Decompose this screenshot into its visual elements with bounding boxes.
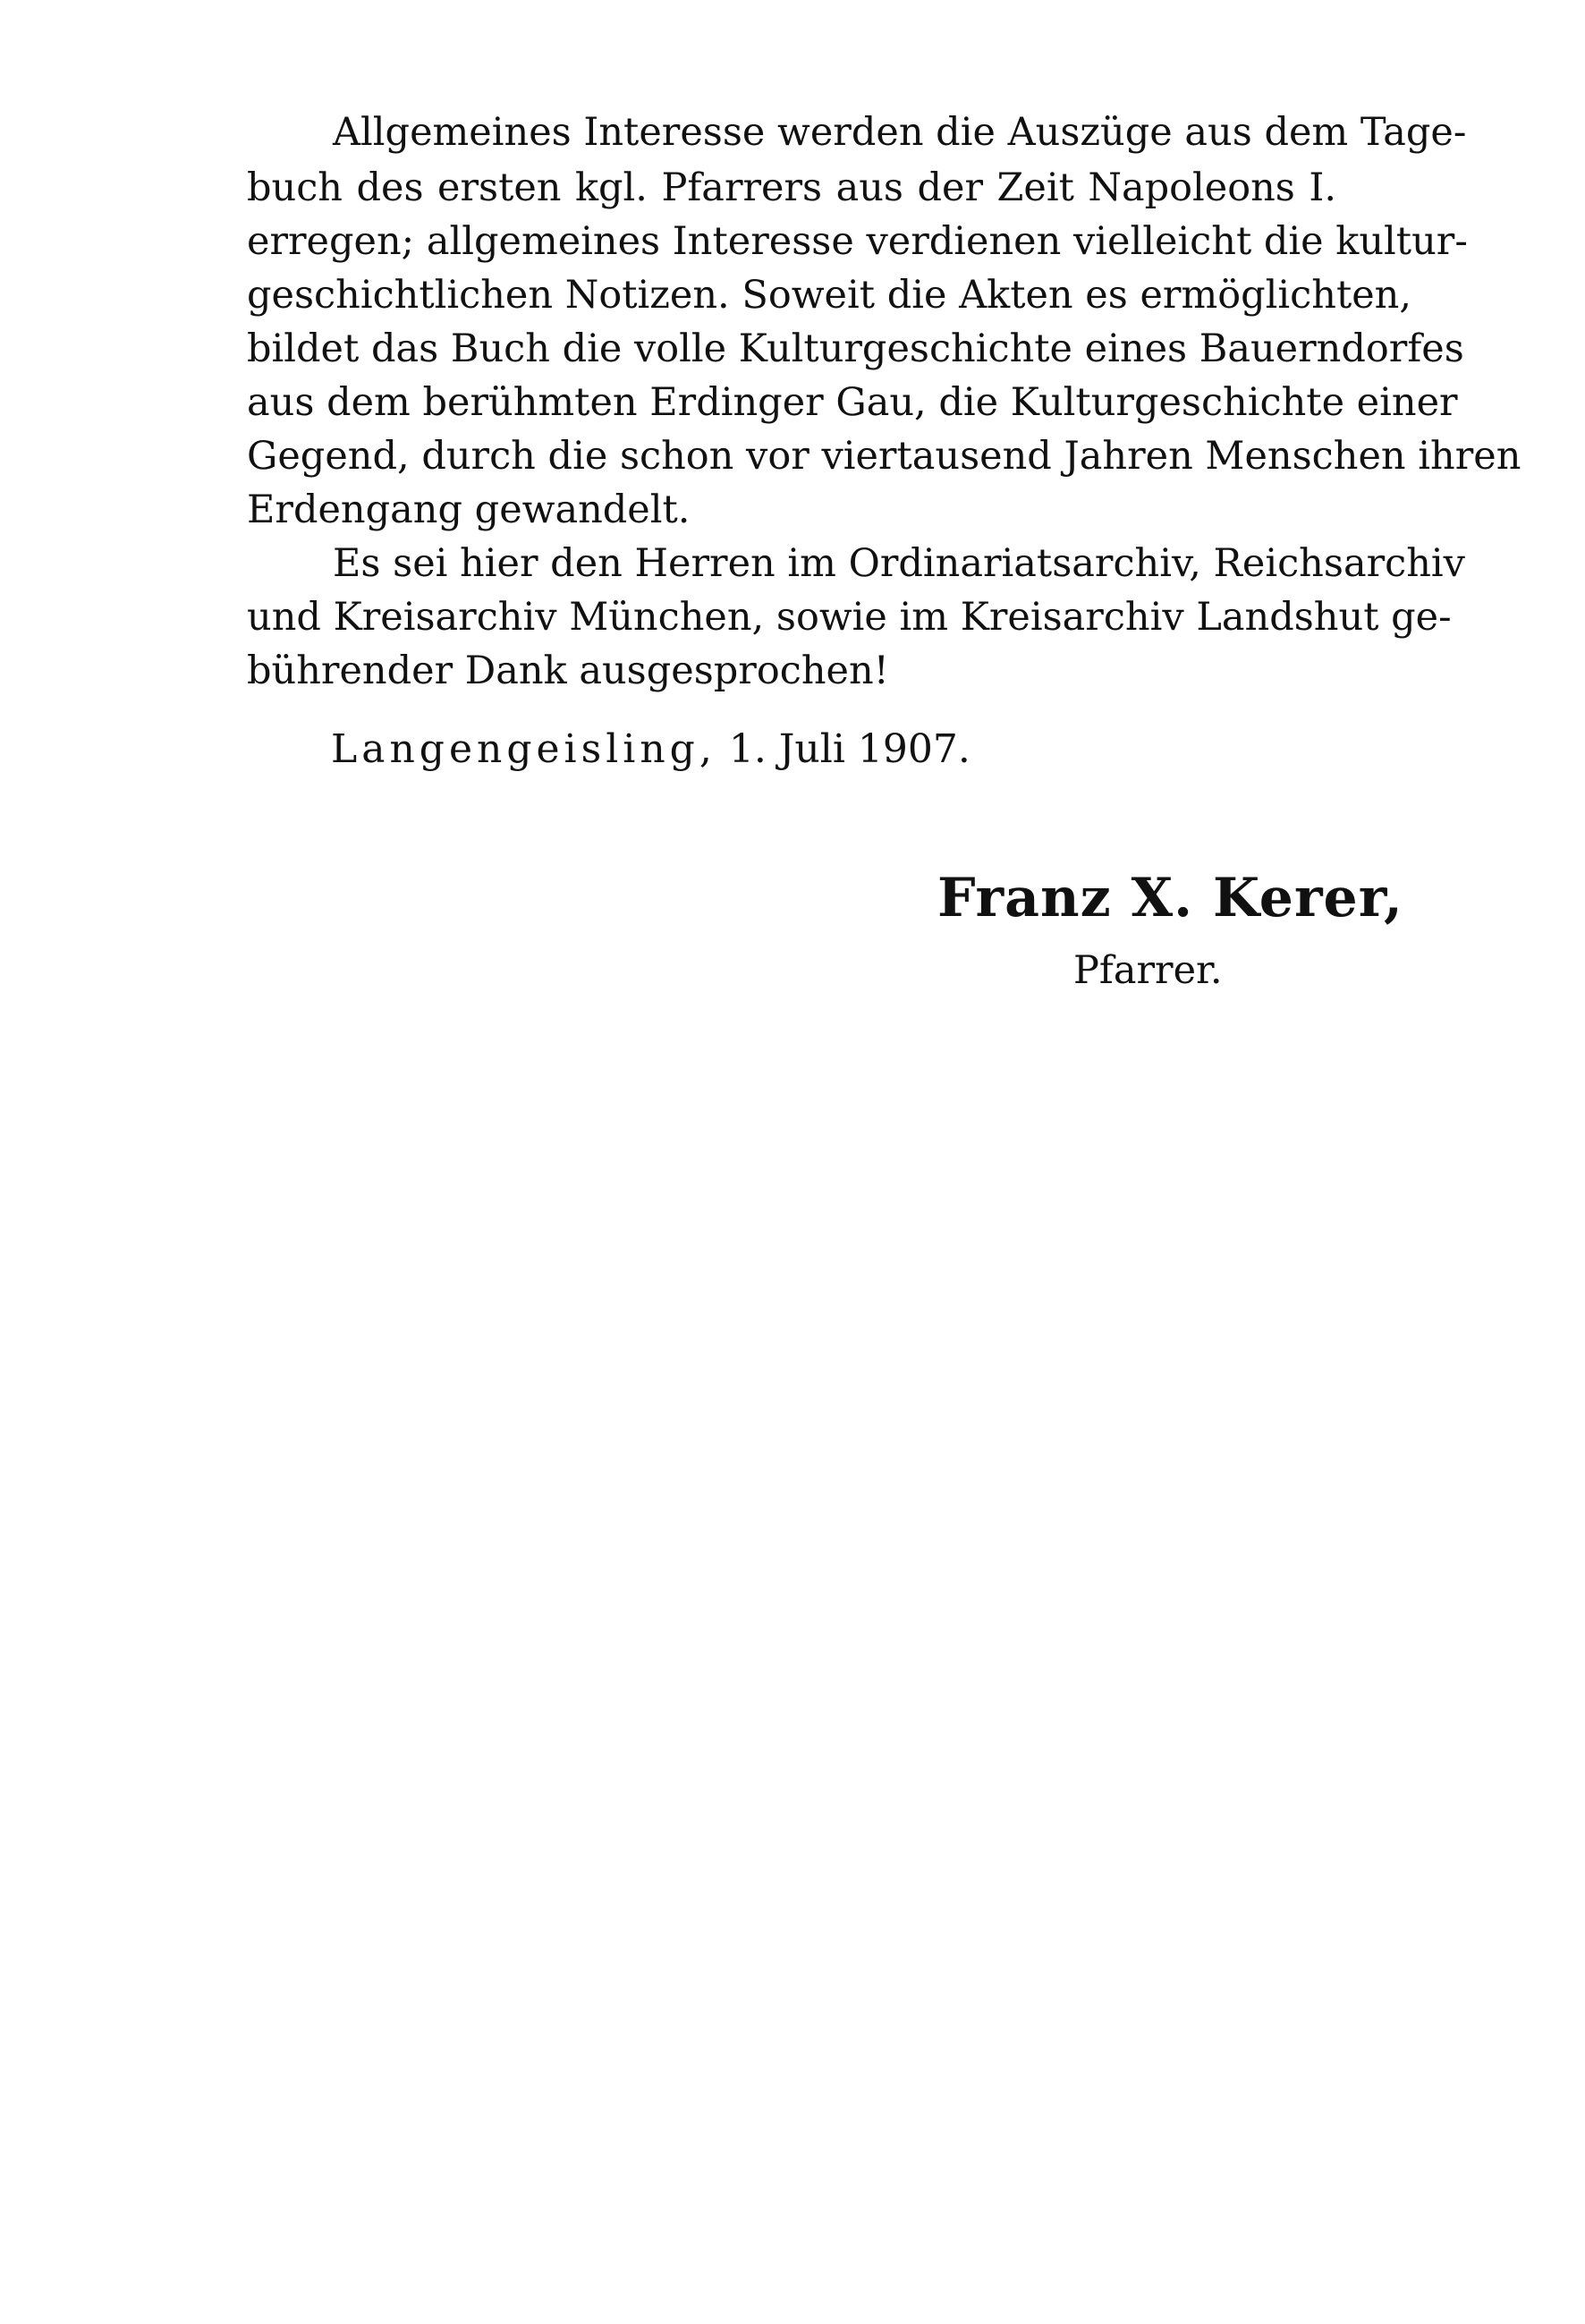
paragraph-1-line-5: bildet das Buch die volle Kulturgeschichte eines Bauerndorfes bbox=[247, 327, 1464, 371]
paragraph-2-line-2: und Kreisarchiv München, sowie im Kreisarchiv Landshut ge- bbox=[247, 595, 1452, 640]
paragraph-1-line-6: aus dem berühmten Erdinger Gau, die Kulturgeschichte einer bbox=[247, 380, 1458, 425]
paragraph-1-line-3: erregen; allgemeines Interesse verdienen vielleicht die kultur- bbox=[247, 219, 1468, 264]
paragraph-2-line-3: bührender Dank ausgesprochen! bbox=[247, 649, 889, 693]
signature-title: Pfarrer. bbox=[1073, 948, 1223, 993]
paragraph-1-line-4: geschichtlichen Notizen. Soweit die Akten es ermöglichten, bbox=[247, 273, 1412, 318]
signature-name: Franz X. Kerer, bbox=[937, 867, 1403, 929]
place: Langengeisling, bbox=[331, 726, 716, 772]
paragraph-1-line-1: Allgemeines Interesse werden die Auszüge aus dem Tage- bbox=[333, 110, 1467, 155]
place-and-date bbox=[331, 723, 970, 776]
paragraph-2-line-1: Es sei hier den Herren im Ordinariatsarchiv, Reichsarchiv bbox=[333, 541, 1465, 586]
paragraph-1-line-7: Gegend, durch die schon vor viertausend Jahren Menschen ihren bbox=[247, 434, 1521, 479]
paragraph-1-line-2: buch des ersten kgl. Pfarrers aus der Zeit Napoleons I. bbox=[247, 165, 1336, 210]
paragraph-1-line-8: Erdengang gewandelt. bbox=[247, 488, 691, 532]
date: 1. Juli 1907. bbox=[728, 726, 970, 772]
